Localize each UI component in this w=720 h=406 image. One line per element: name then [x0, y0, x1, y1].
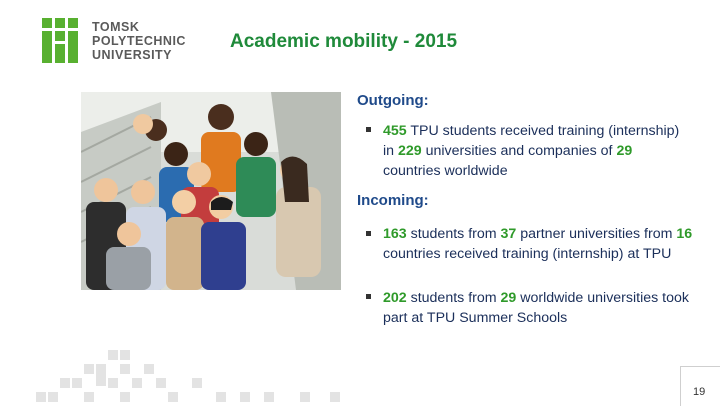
university-logo	[42, 18, 192, 66]
incoming-bullet-2	[383, 288, 703, 328]
highlight-number: 16	[676, 226, 693, 242]
slide-title: Academic mobility - 2015	[230, 31, 458, 52]
bullet-text-segment: students from	[406, 290, 501, 306]
bullet-text-segment: TPU students received training (internship) in	[383, 123, 680, 159]
highlight-number: 29	[616, 143, 633, 159]
bullet-text-segment: universities and companies of	[421, 143, 617, 159]
bullet-text-segment: worldwide universities took part at TPU Summer Schools	[383, 290, 689, 326]
logo-line-3: UNIVERSITY	[92, 48, 173, 62]
page-number: 19	[693, 386, 706, 398]
outgoing-heading: Outgoing:	[357, 92, 429, 109]
incoming-bullet-1	[383, 224, 693, 264]
highlight-number: 229	[397, 143, 422, 159]
bullet-marker-icon	[366, 231, 371, 236]
highlight-number: 455	[383, 123, 407, 139]
highlight-number: 202	[383, 290, 407, 306]
bullet-text-segment: countries received training (internship) at TPU	[383, 246, 672, 262]
bullet-text-segment: partner universities from	[516, 226, 677, 242]
incoming-heading: Incoming:	[357, 192, 429, 209]
bullet-marker-icon	[366, 294, 371, 299]
outgoing-bullet-1	[383, 121, 683, 181]
logo-line-1: TOMSK	[92, 20, 140, 34]
students-photo	[81, 92, 341, 290]
highlight-number: 163	[383, 226, 407, 242]
bullet-marker-icon	[366, 127, 371, 132]
highlight-number: 37	[500, 226, 517, 242]
logo-wordmark	[92, 20, 186, 62]
highlight-number: 29	[500, 290, 517, 306]
logo-line-2: POLYTECHNIC	[92, 34, 186, 48]
bullet-text-segment: countries worldwide	[383, 163, 508, 179]
group-of-students-photo-icon	[81, 92, 341, 290]
bullet-text-segment: students from	[406, 226, 501, 242]
tpu-logo-icon	[42, 18, 84, 63]
